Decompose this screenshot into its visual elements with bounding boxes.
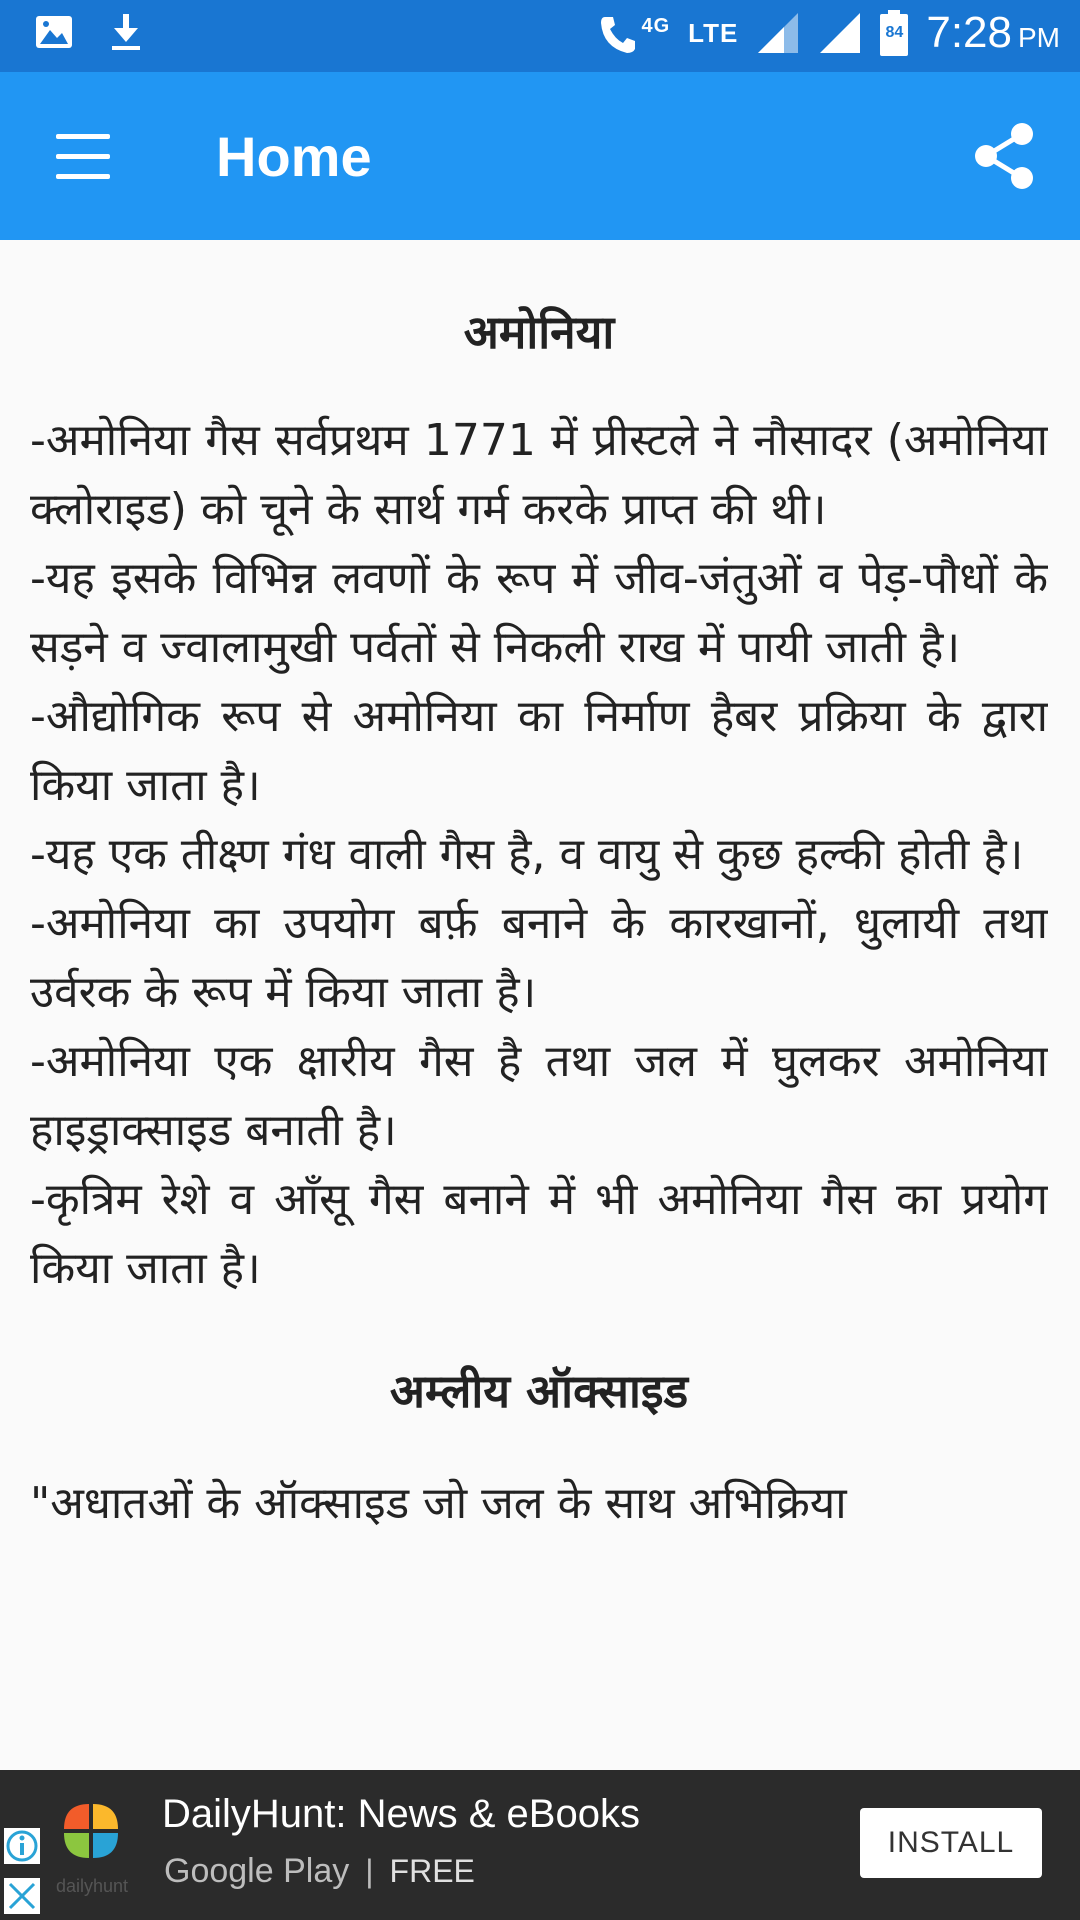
article-paragraph: -अमोनिया गैस सर्वप्रथम 1771 में प्रीस्टले ने नौसादर (अमोनिया क्लोराइड) को चूने के सार्थ गर्म करके प्राप्त की थी। <box>30 415 1048 535</box>
ad-price: FREE <box>389 1853 475 1889</box>
ad-separator: | <box>365 1853 374 1889</box>
share-icon[interactable] <box>968 120 1040 192</box>
menu-icon-bar-middle <box>56 154 110 159</box>
menu-button[interactable] <box>50 128 120 184</box>
menu-icon-bar-bottom <box>56 174 110 179</box>
battery-icon <box>880 10 908 56</box>
menu-icon-bar-top <box>56 134 110 139</box>
article-paragraph: -यह एक तीक्ष्ण गंध वाली गैस है, व वायु से कुछ हल्की होती है। <box>30 829 1024 880</box>
clock-time: 7:28 <box>926 8 1012 57</box>
signal-full-icon <box>818 11 862 55</box>
app-bar <box>0 72 1080 240</box>
clock <box>926 8 1060 58</box>
ad-close-icon[interactable] <box>4 1878 40 1914</box>
article-paragraph: -अमोनिया एक क्षारीय गैस है तथा जल में घुलकर अमोनिया हाइड्राक्साइड बनाती है। <box>30 1036 1048 1156</box>
image-notification-icon <box>34 14 74 50</box>
ad-store-label: Google Play <box>164 1852 350 1890</box>
ad-title: DailyHunt: News & eBooks <box>162 1792 640 1836</box>
status-bar <box>0 0 1080 72</box>
lte-label: LTE <box>688 17 739 48</box>
page-title: Home <box>216 125 372 188</box>
article-paragraph: -यह इसके विभिन्न लवणों के रूप में जीव-जंतुओं व पेड़-पौधों के सड़ने व ज्वालामुखी पर्वतों से निकली राख में पायी जाती है। <box>30 553 1048 673</box>
dailyhunt-logo-icon <box>58 1798 124 1864</box>
article-paragraph: -औद्योगिक रूप से अमोनिया का निर्माण हैबर प्रक्रिया के द्वारा किया जाता है। <box>30 691 1048 811</box>
download-notification-icon <box>108 12 144 52</box>
ad-banner[interactable] <box>0 1770 1080 1920</box>
clock-ampm: PM <box>1018 22 1060 53</box>
ad-brand-label: dailyhunt <box>56 1876 129 1896</box>
section-heading-ammonia: अमोनिया <box>463 305 615 359</box>
article-paragraph: "अधातओं के ऑक्साइड जो जल के साथ अभिक्रिया <box>30 1478 847 1529</box>
signal-icon <box>756 11 800 55</box>
ad-subtitle <box>164 1852 475 1891</box>
ad-info-icon[interactable] <box>4 1828 40 1864</box>
article-content <box>30 240 1048 1770</box>
install-button[interactable]: INSTALL <box>860 1808 1042 1878</box>
article-paragraph: -अमोनिया का उपयोग बर्फ़ बनाने के कारखानों, धुलायी तथा उर्वरक के रूप में किया जाता है। <box>30 898 1048 1018</box>
section-heading-acidic-oxide: अम्लीय ऑक्साइड <box>389 1364 689 1418</box>
network-type-label: 4G <box>641 14 671 37</box>
article-paragraph: -कृत्रिम रेशे व आँसू गैस बनाने में भी अमोनिया गैस का प्रयोग किया जाता है। <box>30 1174 1048 1294</box>
call-icon <box>597 11 637 55</box>
battery-level: 84 <box>885 24 904 41</box>
